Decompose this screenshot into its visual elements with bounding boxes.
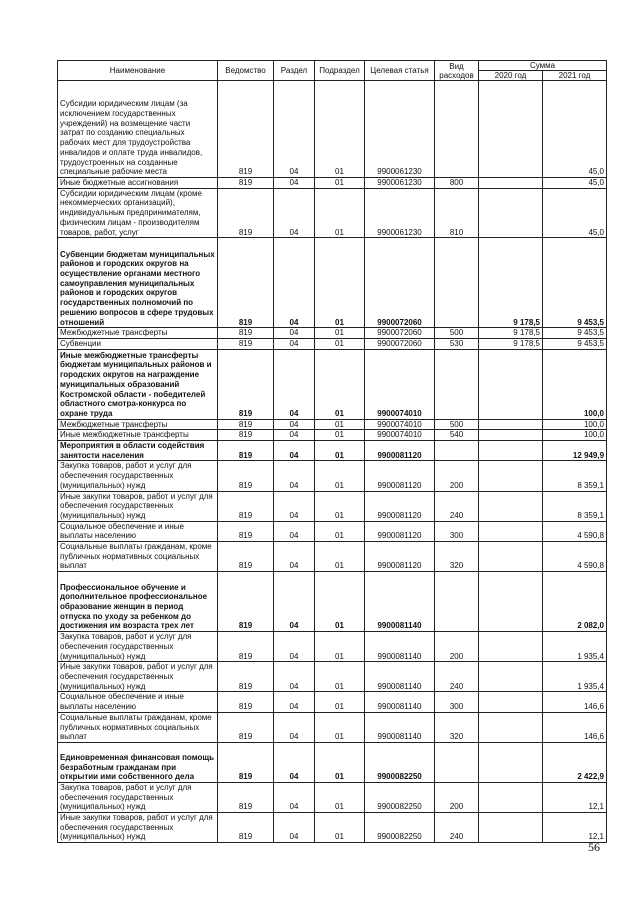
row-name: Субвенции [58,338,218,349]
row-2020 [479,662,543,692]
row-2020: 9 178,5 [479,338,543,349]
row-cs: 9900081120 [365,461,435,491]
table-row [58,813,607,843]
row-cs: 9900074010 [365,349,435,419]
row-cs: 9900082250 [365,742,435,782]
row-2021: 2 422,9 [543,742,607,782]
row-name: Иные бюджетные ассигнования [58,178,218,189]
row-2021: 8 359,1 [543,491,607,521]
table-row [58,419,607,430]
table-row [58,742,607,782]
table-row [58,238,607,328]
row-vr: 540 [435,430,479,441]
row-2020 [479,188,543,238]
row-2021: 100,0 [543,349,607,419]
row-2021: 45,0 [543,188,607,238]
row-podrazdel: 01 [315,238,365,328]
row-ved: 819 [218,238,274,328]
table-row [58,491,607,521]
row-name: Межбюджетные трансферты [58,328,218,339]
row-2021: 12 949,9 [543,441,607,461]
row-2021: 12,1 [543,813,607,843]
row-podrazdel: 01 [315,782,365,812]
row-podrazdel: 01 [315,461,365,491]
row-ved: 819 [218,81,274,178]
row-podrazdel: 01 [315,491,365,521]
row-razdel: 04 [274,441,315,461]
row-razdel: 04 [274,813,315,843]
row-podrazdel: 01 [315,712,365,742]
row-vr [435,441,479,461]
row-name: Закупка товаров, работ и услуг для обеспечения государственных (муниципальных) нужд [58,461,218,491]
row-vr [435,238,479,328]
row-2021: 100,0 [543,419,607,430]
row-podrazdel: 01 [315,81,365,178]
table-row [58,521,607,541]
row-razdel: 04 [274,461,315,491]
row-razdel: 04 [274,491,315,521]
table-row [58,349,607,419]
table-row [58,81,607,178]
row-vr: 300 [435,692,479,712]
row-podrazdel: 01 [315,441,365,461]
row-cs: 9900061230 [365,178,435,189]
row-name: Закупка товаров, работ и услуг для обеспечения государственных (муниципальных) нужд [58,782,218,812]
row-cs: 9900072060 [365,238,435,328]
row-2020 [479,81,543,178]
table-row [58,461,607,491]
row-name: Единовременная финансовая помощь безработным гражданам при открытии ими собственного дела [58,742,218,782]
row-2020 [479,632,543,662]
row-razdel: 04 [274,521,315,541]
row-vr: 240 [435,491,479,521]
row-ved: 819 [218,430,274,441]
table-row [58,328,607,339]
row-podrazdel: 01 [315,188,365,238]
row-razdel: 04 [274,742,315,782]
row-vr [435,349,479,419]
row-vr: 800 [435,178,479,189]
row-vr: 240 [435,813,479,843]
row-2021: 1 935,4 [543,662,607,692]
row-cs: 9900072060 [365,338,435,349]
row-2020 [479,491,543,521]
row-ved: 819 [218,419,274,430]
row-ved: 819 [218,178,274,189]
row-cs: 9900081140 [365,692,435,712]
row-razdel: 04 [274,712,315,742]
row-2020: 9 178,5 [479,328,543,339]
row-name: Социальные выплаты гражданам, кроме публичных нормативных социальных выплат [58,542,218,572]
row-2021: 8 359,1 [543,461,607,491]
row-name: Профессиональное обучение и дополнительное профессиональное образование женщин в период отпуска по уходу за ребенком до достижения им возраста трех лет [58,572,218,632]
header-summa: Сумма [479,61,607,71]
row-name: Иные закупки товаров, работ и услуг для обеспечения государственных (муниципальных) нужд [58,813,218,843]
row-ved: 819 [218,461,274,491]
row-cs: 9900081140 [365,662,435,692]
row-cs: 9900074010 [365,430,435,441]
row-2020: 9 178,5 [479,238,543,328]
row-name: Закупка товаров, работ и услуг для обеспечения государственных (муниципальных) нужд [58,632,218,662]
row-vr: 240 [435,662,479,692]
row-2021: 2 082,0 [543,572,607,632]
row-ved: 819 [218,542,274,572]
header-podrazdel: Подраздел [315,61,365,81]
row-cs: 9900061230 [365,188,435,238]
row-cs: 9900082250 [365,813,435,843]
row-cs: 9900081120 [365,521,435,541]
row-2020 [479,712,543,742]
row-2021: 4 590,8 [543,542,607,572]
row-name: Иные закупки товаров, работ и услуг для обеспечения государственных (муниципальных) нужд [58,491,218,521]
row-name: Мероприятия в области содействия занятости населения [58,441,218,461]
row-2020 [479,419,543,430]
row-2021: 146,6 [543,692,607,712]
row-ved: 819 [218,521,274,541]
row-name: Иные закупки товаров, работ и услуг для обеспечения государственных (муниципальных) нужд [58,662,218,692]
row-razdel: 04 [274,188,315,238]
table-row [58,542,607,572]
row-2020 [479,521,543,541]
row-name: Субсидии юридическим лицам (за исключением государственных учреждений) на возмещение части затрат по созданию специальных рабочих мест для трудоустройства инвалидов и оплате труда инвалидов, трудоустроенных на созданные специальные рабочие места [58,81,218,178]
table-row [58,692,607,712]
row-2020 [479,813,543,843]
budget-table [57,60,607,843]
row-2021: 45,0 [543,178,607,189]
table-row [58,572,607,632]
row-cs: 9900061230 [365,81,435,178]
row-podrazdel: 01 [315,692,365,712]
row-cs: 9900074010 [365,419,435,430]
row-razdel: 04 [274,782,315,812]
row-cs: 9900081120 [365,441,435,461]
row-razdel: 04 [274,542,315,572]
row-name: Иные межбюджетные трансферты [58,430,218,441]
row-razdel: 04 [274,572,315,632]
row-name: Социальное обеспечение и иные выплаты населению [58,692,218,712]
row-podrazdel: 01 [315,328,365,339]
header-ved: Ведомство [218,61,274,81]
row-razdel: 04 [274,349,315,419]
row-podrazdel: 01 [315,338,365,349]
row-2021: 45,0 [543,81,607,178]
row-2020 [479,692,543,712]
row-vr: 200 [435,461,479,491]
row-2020 [479,782,543,812]
row-podrazdel: 01 [315,632,365,662]
row-vr: 200 [435,632,479,662]
row-2021: 100,0 [543,430,607,441]
table-row [58,782,607,812]
row-2021: 9 453,5 [543,338,607,349]
header-2021: 2021 год [543,71,607,81]
row-vr: 530 [435,338,479,349]
row-vr: 320 [435,712,479,742]
header-vr: Вид расходов [435,61,479,81]
row-vr [435,81,479,178]
table-row [58,338,607,349]
row-vr: 500 [435,419,479,430]
row-2020 [479,461,543,491]
row-vr [435,572,479,632]
row-name: Социальное обеспечение и иные выплаты населению [58,521,218,541]
row-2021: 9 453,5 [543,238,607,328]
row-podrazdel: 01 [315,349,365,419]
row-name: Субсидии юридическим лицам (кроме некоммерческих организаций), индивидуальным предпринимателям, физическим лицам - производителям товаров, работ, услуг [58,188,218,238]
row-ved: 819 [218,632,274,662]
row-cs: 9900081120 [365,542,435,572]
row-name: Межбюджетные трансферты [58,419,218,430]
row-2020 [479,542,543,572]
row-2021: 12,1 [543,782,607,812]
row-name: Иные межбюджетные трансферты бюджетам муниципальных районов и городских округов на награждение муниципальных образований Костромской области - победителей областного смотра-конкурса по охране труда [58,349,218,419]
row-razdel: 04 [274,632,315,662]
row-podrazdel: 01 [315,430,365,441]
row-vr: 500 [435,328,479,339]
row-podrazdel: 01 [315,662,365,692]
table-row [58,632,607,662]
row-ved: 819 [218,338,274,349]
row-ved: 819 [218,813,274,843]
row-razdel: 04 [274,178,315,189]
row-2021: 9 453,5 [543,328,607,339]
row-cs: 9900082250 [365,782,435,812]
row-razdel: 04 [274,238,315,328]
row-podrazdel: 01 [315,572,365,632]
row-podrazdel: 01 [315,419,365,430]
row-cs: 9900081140 [365,712,435,742]
table-body [58,81,607,843]
row-name: Субвенции бюджетам муниципальных районов и городских округов на осуществление органами местного самоуправления муниципальных районов и городских округов государственных полномочий по решению вопросов в сфере трудовых отношений [58,238,218,328]
row-ved: 819 [218,692,274,712]
row-ved: 819 [218,662,274,692]
row-razdel: 04 [274,662,315,692]
table-row [58,441,607,461]
row-cs: 9900081120 [365,491,435,521]
row-vr: 300 [435,521,479,541]
table-row [58,712,607,742]
row-2021: 146,6 [543,712,607,742]
row-cs: 9900081140 [365,632,435,662]
row-ved: 819 [218,441,274,461]
row-ved: 819 [218,491,274,521]
row-razdel: 04 [274,692,315,712]
row-razdel: 04 [274,430,315,441]
table-row [58,662,607,692]
row-vr [435,742,479,782]
table-row [58,188,607,238]
header-2020: 2020 год [479,71,543,81]
table-row [58,178,607,189]
row-2021: 1 935,4 [543,632,607,662]
row-cs: 9900072060 [365,328,435,339]
row-2020 [479,349,543,419]
row-cs: 9900081140 [365,572,435,632]
row-vr: 810 [435,188,479,238]
row-podrazdel: 01 [315,742,365,782]
row-vr: 320 [435,542,479,572]
header-razdel: Раздел [274,61,315,81]
row-podrazdel: 01 [315,178,365,189]
row-name: Социальные выплаты гражданам, кроме публичных нормативных социальных выплат [58,712,218,742]
row-vr: 200 [435,782,479,812]
row-razdel: 04 [274,419,315,430]
row-ved: 819 [218,712,274,742]
row-ved: 819 [218,349,274,419]
row-podrazdel: 01 [315,521,365,541]
row-razdel: 04 [274,338,315,349]
row-podrazdel: 01 [315,542,365,572]
header-cs: Целевая статья [365,61,435,81]
row-podrazdel: 01 [315,813,365,843]
row-2020 [479,178,543,189]
row-razdel: 04 [274,328,315,339]
page-number: 56 [588,840,600,854]
row-ved: 819 [218,328,274,339]
row-2020 [479,430,543,441]
row-2020 [479,742,543,782]
row-2021: 4 590,8 [543,521,607,541]
row-razdel: 04 [274,81,315,178]
row-ved: 819 [218,188,274,238]
row-ved: 819 [218,572,274,632]
header-name: Наименование [58,61,218,81]
row-2020 [479,572,543,632]
row-ved: 819 [218,742,274,782]
row-ved: 819 [218,782,274,812]
table-row [58,430,607,441]
row-2020 [479,441,543,461]
